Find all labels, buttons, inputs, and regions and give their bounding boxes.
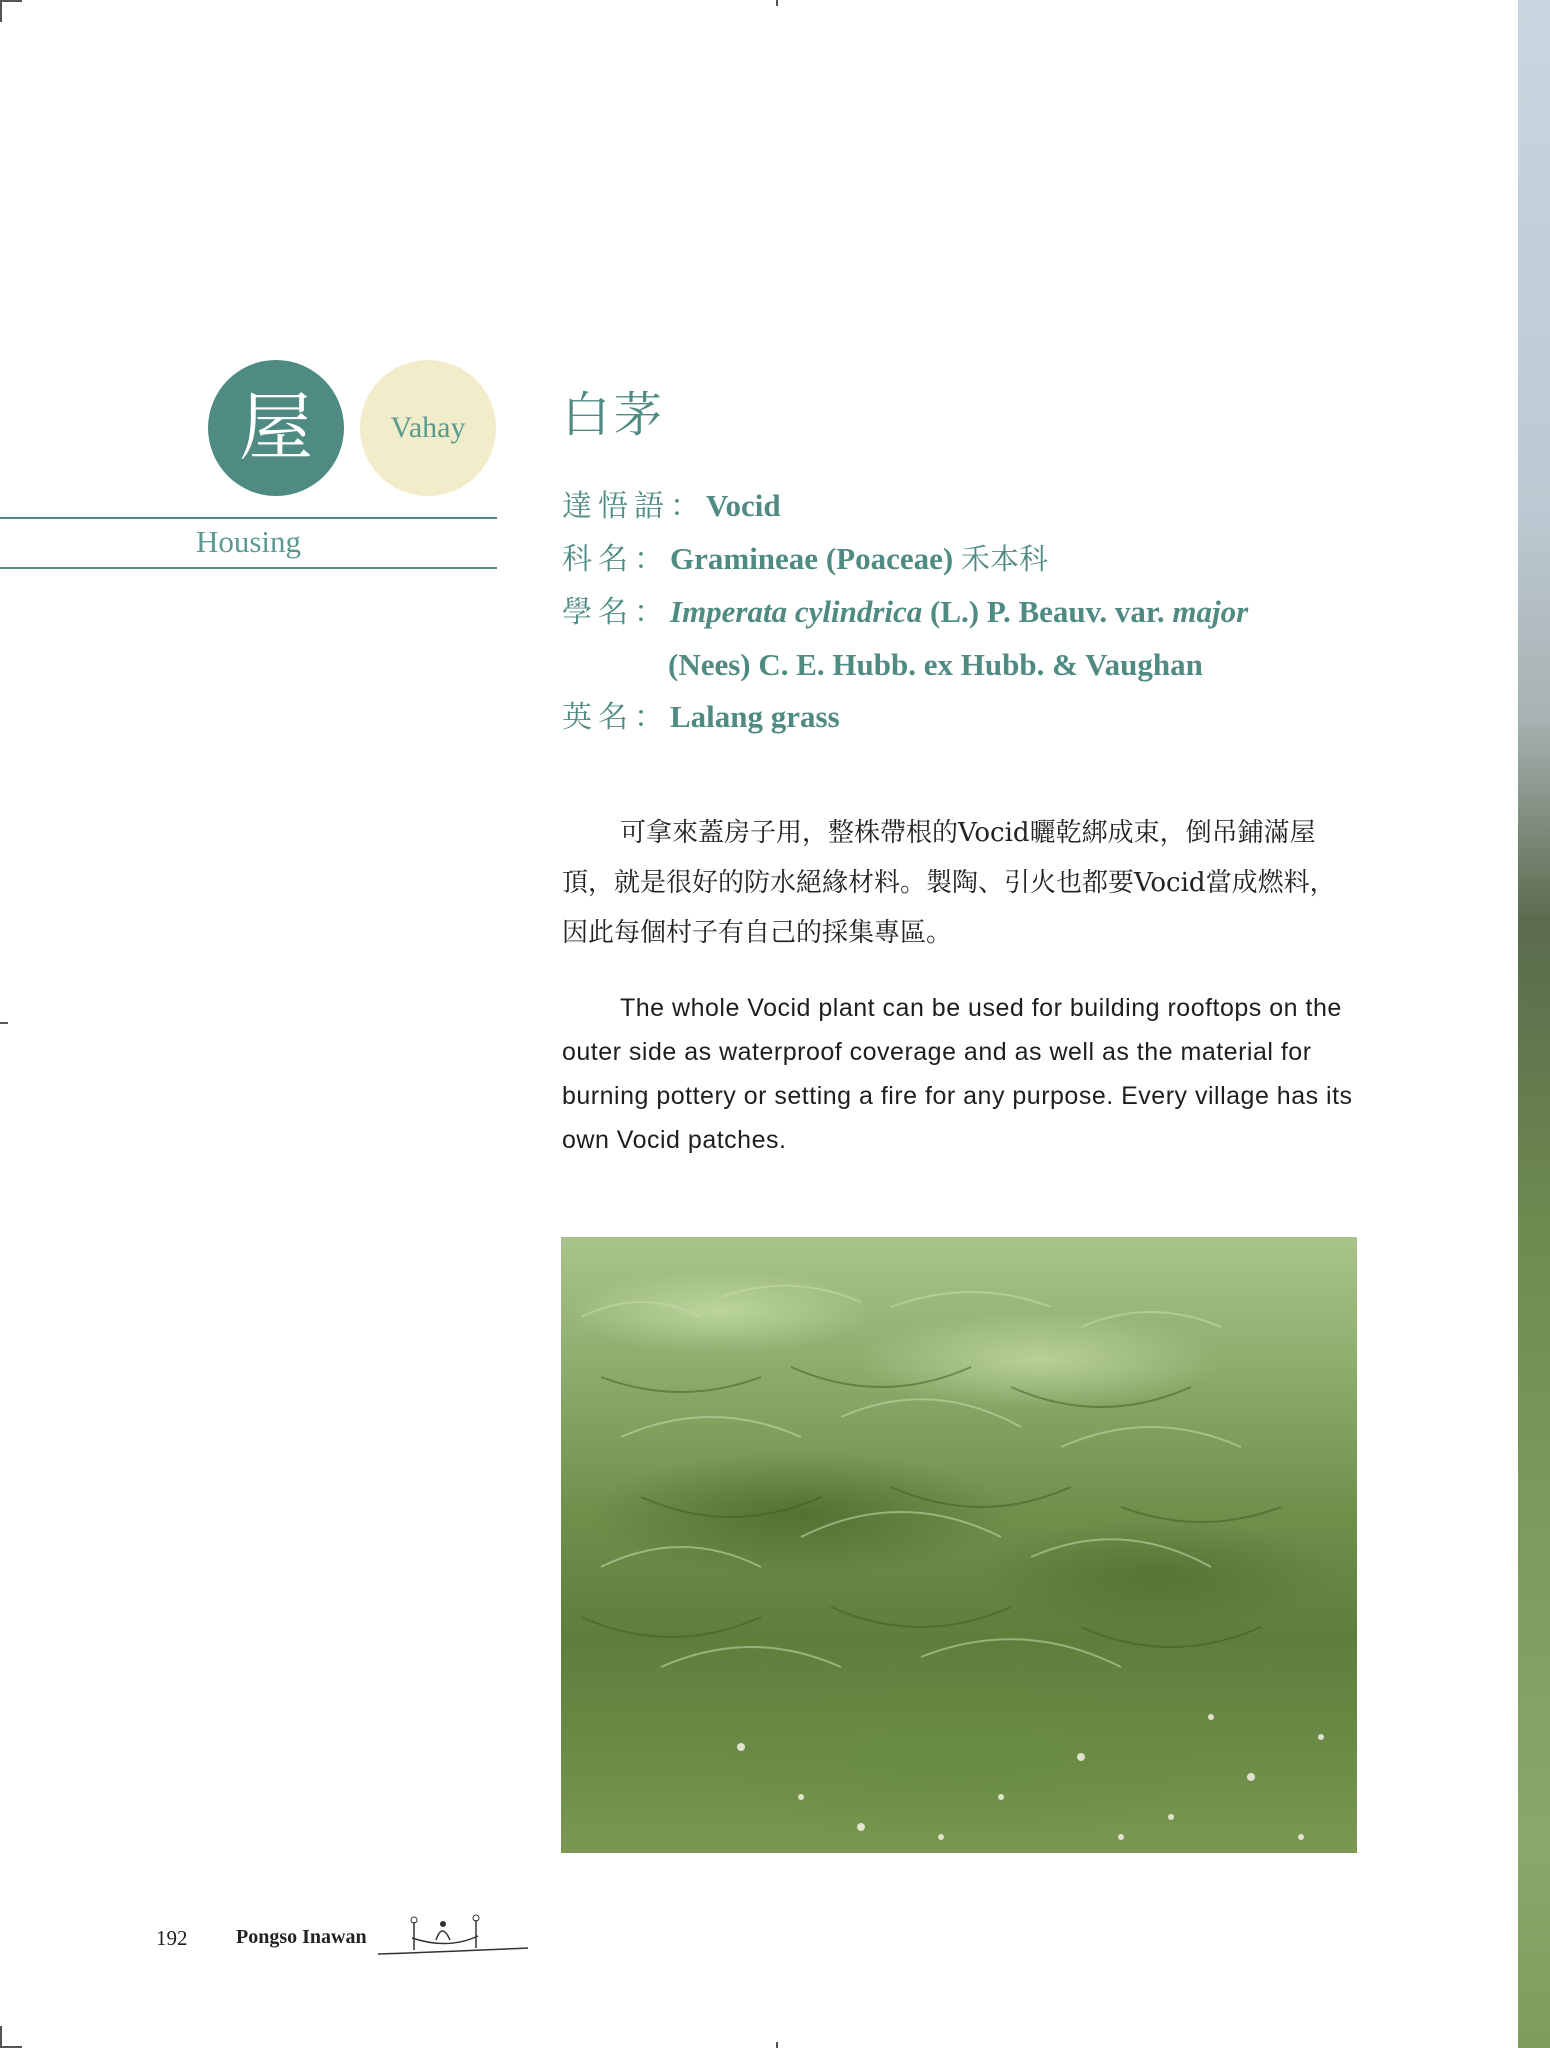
family-row [562,533,1248,586]
tao-name-row [562,480,1248,533]
section-zh-badge [208,360,344,496]
scientific-authority: (L.) P. Beauv. var. [922,594,1173,629]
plant-info [562,480,1248,744]
canoe-drawing-icon [378,1910,538,1960]
scientific-authority-2: (Nees) C. E. Hubb. ex Hubb. & Vaughan [668,647,1203,682]
tao-name-label: 達悟語： [562,489,706,524]
grass-photo-texture [561,1237,1357,1853]
edge-photo-strip [1518,0,1550,2048]
grass-photo [561,1237,1357,1853]
english-name-row [562,691,1248,744]
page-title: 白茅 [562,387,667,443]
crop-mark [0,0,22,2]
family-value: Gramineae (Poaceae) [670,541,954,576]
crop-mark [0,2026,2,2048]
family-label: 科名： [562,542,670,577]
section-rule-top [0,517,497,519]
section-rule-bottom [0,567,497,569]
section-en-label: Housing [195,524,302,559]
crop-mark [776,2042,778,2048]
scientific-name-row-2 [562,639,1248,691]
scientific-name-label: 學名： [562,595,670,630]
section-tao-word: Vahay [390,411,466,444]
crop-mark [776,0,778,6]
section-zh-char: 屋 [239,385,313,471]
crop-mark [0,1022,8,1024]
section-tao-badge [360,360,496,496]
scientific-variety: major [1172,594,1249,629]
family-zh: 禾本科 [960,542,1048,576]
scientific-name-row [562,586,1248,639]
english-name-label: 英名： [562,700,670,735]
scientific-genus-species: Imperata cylindrica [670,594,923,629]
tao-name-value: Vocid [706,488,781,523]
book-title: Pongso Inawan [236,1926,367,1948]
body-text-en: The whole Vocid plant can be used for building rooftops on the outer side as waterproof coverage and as well as the material for burning pottery or setting a fire for any purpose. Every village has its own Vocid patches. [562,994,1353,1154]
english-name-value: Lalang grass [670,699,840,734]
page-number: 192 [156,1926,188,1950]
body-text-zh: 可拿來蓋房子用，整株帶根的Vocid曬乾綁成束，倒吊鋪滿屋頂，就是很好的防水絕緣材料。製陶、引火也都要Vocid當成燃料，因此每個村子有自己的採集專區。 [562,818,1336,948]
crop-mark [0,0,2,22]
